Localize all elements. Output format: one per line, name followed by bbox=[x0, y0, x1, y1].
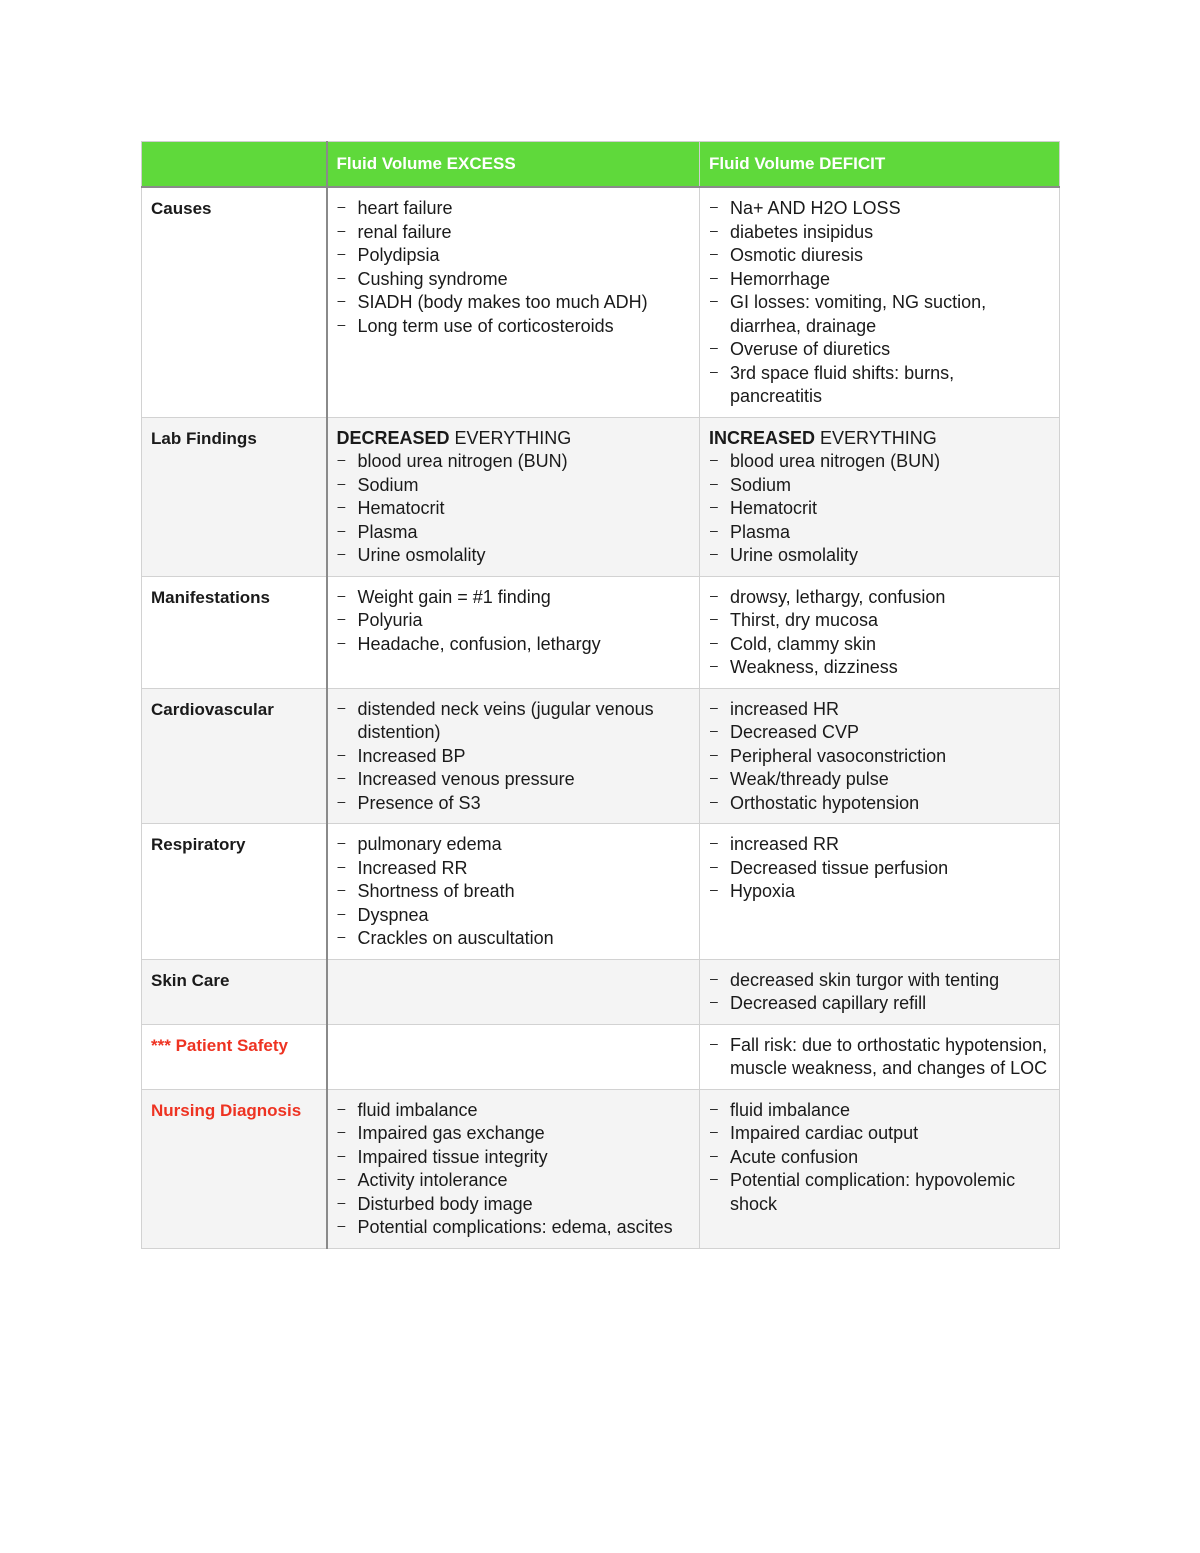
header-excess: Fluid Volume EXCESS bbox=[327, 142, 700, 188]
excess-list bbox=[337, 833, 691, 951]
row-label: Respiratory bbox=[142, 824, 327, 960]
list-item: – drowsy, lethargy, confusion bbox=[709, 586, 1050, 610]
deficit-list bbox=[709, 1099, 1050, 1217]
list-item: – Increased RR bbox=[337, 857, 691, 881]
list-item: – Na+ AND H2O LOSS bbox=[709, 197, 1050, 221]
list-item: – Plasma bbox=[709, 521, 1050, 545]
list-item: – Dyspnea bbox=[337, 904, 691, 928]
deficit-list bbox=[709, 1034, 1050, 1081]
excess-list bbox=[337, 698, 691, 816]
list-item: – SIADH (body makes too much ADH) bbox=[337, 291, 691, 315]
table-body bbox=[142, 187, 1060, 1248]
header-deficit: Fluid Volume DEFICIT bbox=[700, 142, 1060, 188]
list-item: – Long term use of corticosteroids bbox=[337, 315, 691, 339]
list-item: – diabetes insipidus bbox=[709, 221, 1050, 245]
list-item: – 3rd space fluid shifts: burns, pancreatitis bbox=[709, 362, 1050, 409]
excess-cell bbox=[327, 959, 700, 1024]
excess-cell bbox=[327, 417, 700, 576]
table-row bbox=[142, 688, 1060, 824]
list-item: – Plasma bbox=[337, 521, 691, 545]
list-item: – Presence of S3 bbox=[337, 792, 691, 816]
deficit-cell bbox=[700, 959, 1060, 1024]
list-item: – Decreased tissue perfusion bbox=[709, 857, 1050, 881]
row-label: Cardiovascular bbox=[142, 688, 327, 824]
list-item: – distended neck veins (jugular venous distention) bbox=[337, 698, 691, 745]
row-label: Lab Findings bbox=[142, 417, 327, 576]
list-item: – Sodium bbox=[709, 474, 1050, 498]
deficit-cell bbox=[700, 417, 1060, 576]
deficit-list bbox=[709, 197, 1050, 409]
table-row bbox=[142, 1089, 1060, 1248]
list-item: – Hemorrhage bbox=[709, 268, 1050, 292]
row-label: Skin Care bbox=[142, 959, 327, 1024]
deficit-cell bbox=[700, 1024, 1060, 1089]
list-item: – Impaired gas exchange bbox=[337, 1122, 691, 1146]
excess-cell bbox=[327, 824, 700, 960]
row-label: Nursing Diagnosis bbox=[142, 1089, 327, 1248]
header-row bbox=[142, 142, 1060, 188]
list-item: – Potential complication: hypovolemic shock bbox=[709, 1169, 1050, 1216]
list-item: – Urine osmolality bbox=[709, 544, 1050, 568]
list-item: – Weakness, dizziness bbox=[709, 656, 1050, 680]
excess-cell bbox=[327, 1024, 700, 1089]
list-item: – fluid imbalance bbox=[709, 1099, 1050, 1123]
list-item: – Activity intolerance bbox=[337, 1169, 691, 1193]
list-item: – GI losses: vomiting, NG suction, diarrhea, drainage bbox=[709, 291, 1050, 338]
list-item: – blood urea nitrogen (BUN) bbox=[709, 450, 1050, 474]
excess-list bbox=[337, 586, 691, 657]
subheading-rest: EVERYTHING bbox=[449, 427, 572, 448]
list-item: – Hypoxia bbox=[709, 880, 1050, 904]
list-item: – Orthostatic hypotension bbox=[709, 792, 1050, 816]
deficit-cell bbox=[700, 688, 1060, 824]
table-row bbox=[142, 187, 1060, 417]
list-item: – Acute confusion bbox=[709, 1146, 1050, 1170]
table-row bbox=[142, 824, 1060, 960]
list-item: – Increased venous pressure bbox=[337, 768, 691, 792]
row-label: Causes bbox=[142, 187, 327, 417]
list-item: – Potential complications: edema, ascites bbox=[337, 1216, 691, 1240]
list-item: – blood urea nitrogen (BUN) bbox=[337, 450, 691, 474]
list-item: – Fall risk: due to orthostatic hypotension, muscle weakness, and changes of LOC bbox=[709, 1034, 1050, 1081]
list-item: – Cushing syndrome bbox=[337, 268, 691, 292]
deficit-cell bbox=[700, 187, 1060, 417]
list-item: – Peripheral vasoconstriction bbox=[709, 745, 1050, 769]
excess-subheading bbox=[337, 427, 691, 451]
table-row bbox=[142, 417, 1060, 576]
list-item: – Polyuria bbox=[337, 609, 691, 633]
list-item: – Increased BP bbox=[337, 745, 691, 769]
subheading-emphasis: DECREASED bbox=[336, 427, 450, 448]
list-item: – renal failure bbox=[337, 221, 691, 245]
list-item: – heart failure bbox=[337, 197, 691, 221]
list-item: – Disturbed body image bbox=[337, 1193, 691, 1217]
list-item: – pulmonary edema bbox=[337, 833, 691, 857]
list-item: – Hematocrit bbox=[709, 497, 1050, 521]
excess-list bbox=[337, 450, 691, 568]
table-row bbox=[142, 1024, 1060, 1089]
excess-cell bbox=[327, 187, 700, 417]
deficit-cell bbox=[700, 576, 1060, 688]
excess-cell bbox=[327, 688, 700, 824]
list-item: – Impaired cardiac output bbox=[709, 1122, 1050, 1146]
list-item: – decreased skin turgor with tenting bbox=[709, 969, 1050, 993]
list-item: – Decreased capillary refill bbox=[709, 992, 1050, 1016]
list-item: – Urine osmolality bbox=[337, 544, 691, 568]
list-item: – Cold, clammy skin bbox=[709, 633, 1050, 657]
list-item: – Thirst, dry mucosa bbox=[709, 609, 1050, 633]
list-item: – Hematocrit bbox=[337, 497, 691, 521]
deficit-list bbox=[709, 450, 1050, 568]
list-item: – Sodium bbox=[337, 474, 691, 498]
deficit-list bbox=[709, 698, 1050, 816]
table-row bbox=[142, 576, 1060, 688]
list-item: – increased RR bbox=[709, 833, 1050, 857]
list-item: – Decreased CVP bbox=[709, 721, 1050, 745]
subheading-rest: EVERYTHING bbox=[815, 427, 937, 448]
excess-cell bbox=[327, 576, 700, 688]
list-item: – Weight gain = #1 finding bbox=[337, 586, 691, 610]
deficit-list bbox=[709, 833, 1050, 904]
list-item: – Overuse of diuretics bbox=[709, 338, 1050, 362]
table-row bbox=[142, 959, 1060, 1024]
list-item: – Impaired tissue integrity bbox=[337, 1146, 691, 1170]
deficit-subheading bbox=[709, 427, 1050, 451]
list-item: – Headache, confusion, lethargy bbox=[337, 633, 691, 657]
excess-list bbox=[337, 197, 691, 338]
list-item: – Shortness of breath bbox=[337, 880, 691, 904]
list-item: – Polydipsia bbox=[337, 244, 691, 268]
header-blank-cell bbox=[142, 142, 327, 188]
excess-list bbox=[337, 1099, 691, 1240]
fluid-volume-table bbox=[141, 141, 1060, 1249]
deficit-cell bbox=[700, 824, 1060, 960]
row-label: *** Patient Safety bbox=[142, 1024, 327, 1089]
deficit-list bbox=[709, 586, 1050, 680]
subheading-emphasis: INCREASED bbox=[709, 427, 816, 448]
list-item: – Crackles on auscultation bbox=[337, 927, 691, 951]
list-item: – Weak/thready pulse bbox=[709, 768, 1050, 792]
list-item: – Osmotic diuresis bbox=[709, 244, 1050, 268]
list-item: – increased HR bbox=[709, 698, 1050, 722]
deficit-list bbox=[709, 969, 1050, 1016]
excess-cell bbox=[327, 1089, 700, 1248]
deficit-cell bbox=[700, 1089, 1060, 1248]
list-item: – fluid imbalance bbox=[337, 1099, 691, 1123]
row-label: Manifestations bbox=[142, 576, 327, 688]
